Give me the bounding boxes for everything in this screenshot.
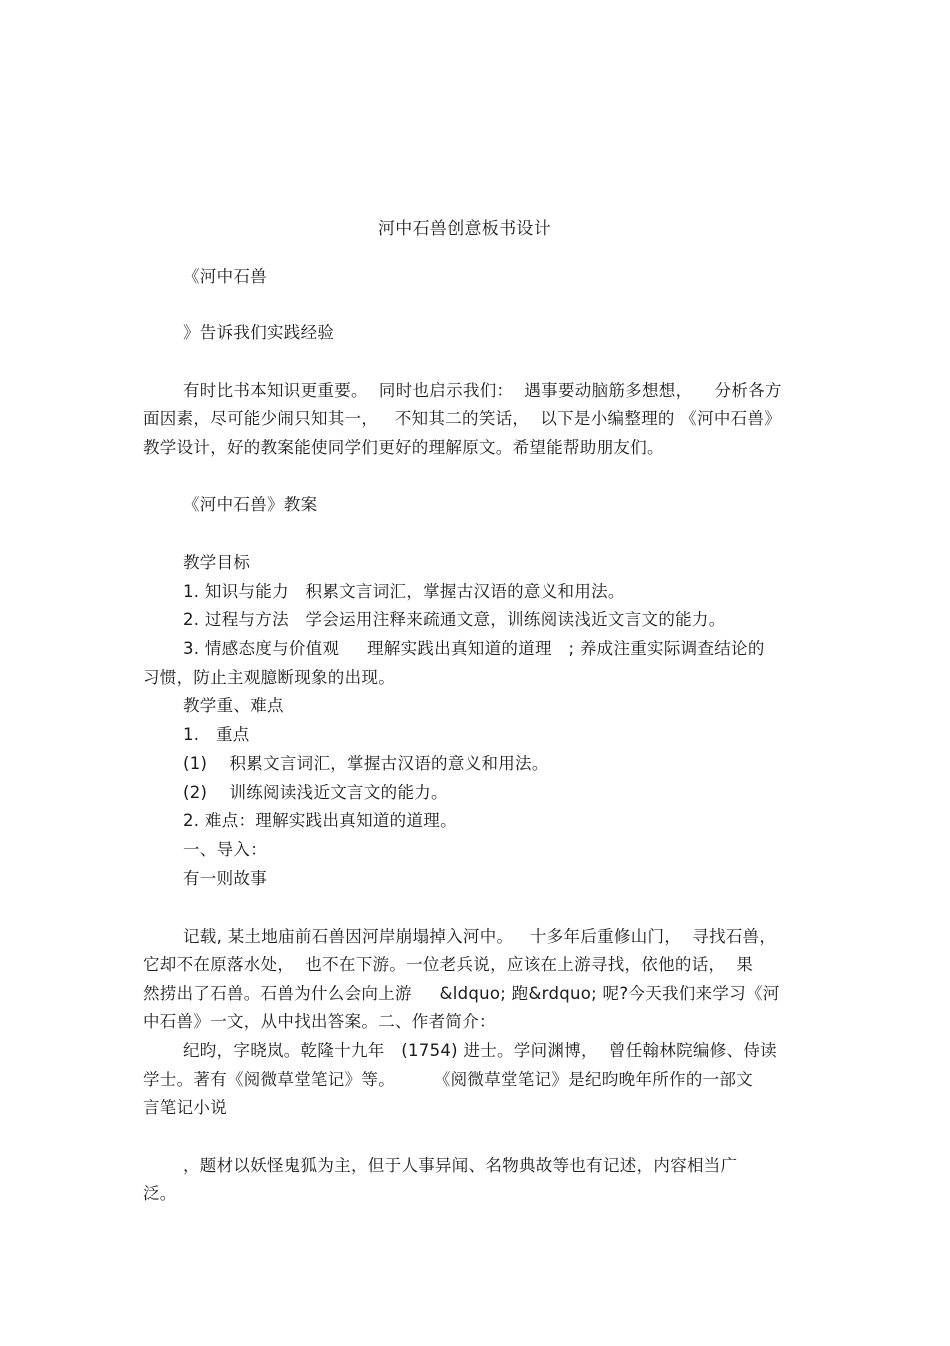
text-line: 记载, 某土地庙前石兽因河岸崩塌掉入河中。 十多年后重修山门， 寻找石兽，: [183, 927, 777, 946]
text-line: 《河中石兽》教案: [183, 495, 318, 514]
text-line: (1) 积累文言词汇，掌握古汉语的意义和用法。: [183, 754, 549, 773]
text-line: 纪昀，字晓岚。乾隆十九年 (1754) 进士。学问渊博， 曾任翰林院编修、侍读: [183, 1041, 777, 1060]
text-line: 中石兽》一文，从中找出答案。二、作者简介：: [143, 1012, 496, 1031]
text-line: 2. 难点：理解实践出真知道的道理。: [183, 811, 457, 830]
text-line: 习惯，防止主观臆断现象的出现。: [143, 668, 395, 687]
section-heading: 一、导入：: [183, 840, 267, 859]
text-line: 言笔记小说: [143, 1098, 227, 1117]
text-line: 教学设计，好的教案能使同学们更好的理解原文。希望能帮助朋友们。: [143, 438, 664, 457]
text-line: ，题材以妖怪鬼狐为主，但于人事异闻、名物典故等也有记述，内容相当广: [183, 1156, 738, 1175]
text-line: 2. 过程与方法 学会运用注释来疏通文意，训练阅读浅近文言文的能力。: [183, 610, 726, 629]
text-line: 它却不在原落水处， 也不在下游。一位老兵说，应该在上游寻找，依他的话， 果: [143, 955, 754, 974]
text-line: 面因素，尽可能少闹只知其一， 不知其二的笑话， 以下是小编整理的 《河中石兽》: [143, 409, 782, 428]
section-heading: 教学目标: [183, 553, 251, 572]
text-line: 1. 知识与能力 积累文言词汇，掌握古汉语的意义和用法。: [183, 582, 625, 601]
text-line: 1. 重点: [183, 725, 250, 744]
text-line: 有一则故事: [183, 869, 267, 888]
section-heading: 教学重、难点: [183, 696, 284, 715]
document-title: 河中石兽创意板书设计: [378, 219, 551, 239]
text-line: 然捞出了石兽。石兽为什么会向上游 &ldquo; 跑&rdquo; 呢?今天我们来学习《河: [143, 984, 780, 1003]
text-line: 3. 情感态度与价值观 理解实践出真知道的道理 ; 养成注重实际调查结论的: [183, 639, 765, 658]
text-line: 》告诉我们实践经验: [183, 323, 335, 342]
text-line: 有时比书本知识更重要。 同时也启示我们： 遇事要动脑筋多想想， 分析各方: [183, 381, 782, 400]
text-line: 泛。: [143, 1184, 177, 1203]
text-line: 学士。著有《阅微草堂笔记》等。 《阅微草堂笔记》是纪昀晚年所作的一部文: [143, 1070, 754, 1089]
text-line: (2) 训练阅读浅近文言文的能力。: [183, 783, 448, 802]
text-line: 《河中石兽: [183, 267, 267, 286]
